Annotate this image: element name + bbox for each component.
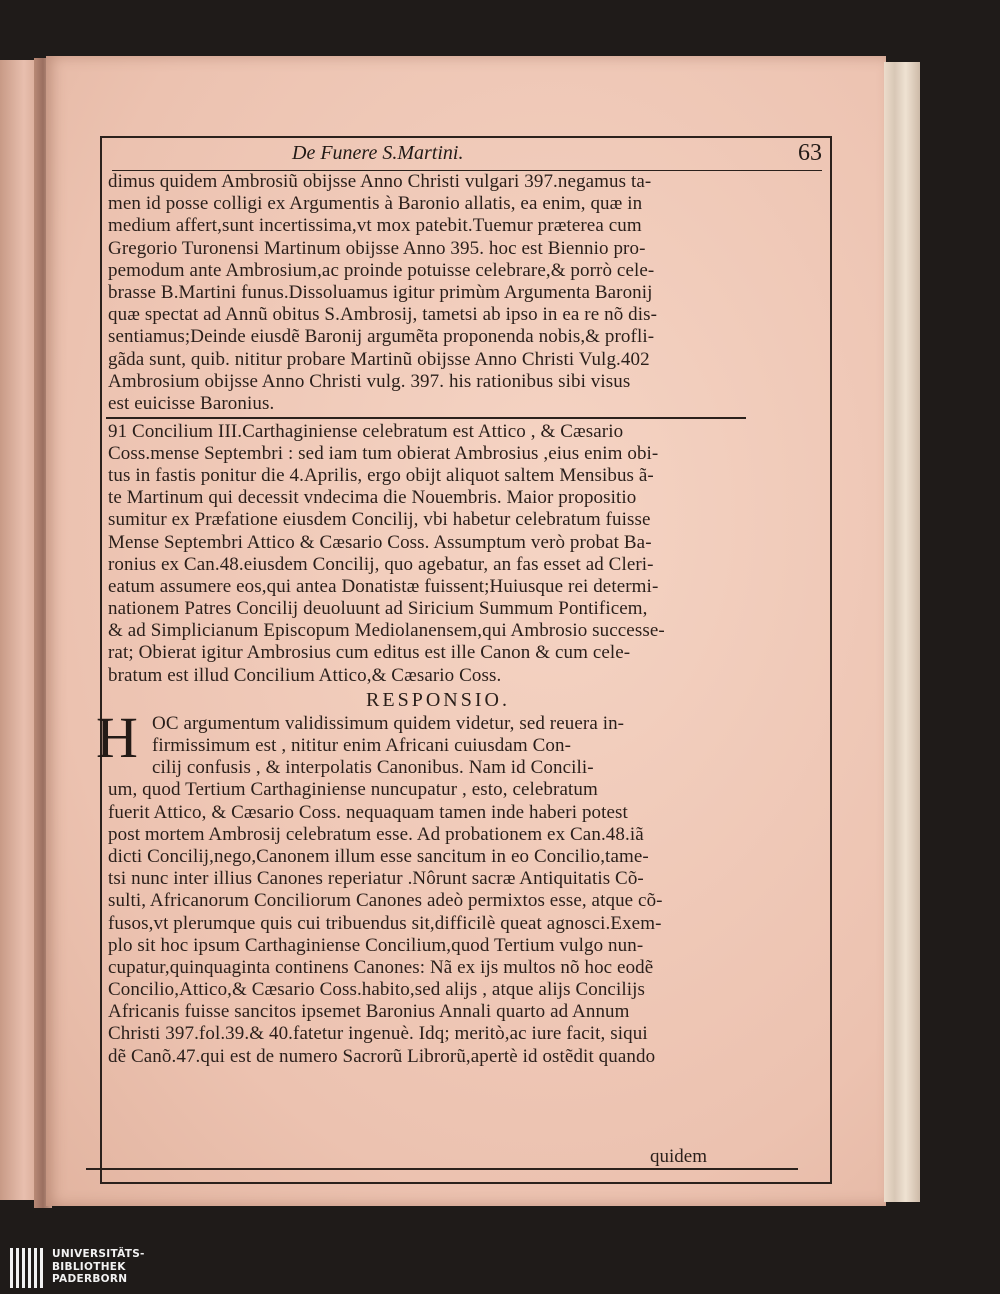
text-line: dicti Concilij,nego,Canonem illum esse sancitum in eo Concilio,tame- bbox=[108, 845, 649, 867]
bottom-rule bbox=[86, 1168, 798, 1170]
text-line: 91 Concilium III.Carthaginiense celebratum est Attico , & Cæsario bbox=[108, 420, 624, 442]
text-line: sentiamus;Deinde eiusdẽ Baronij argumẽta proponenda nobis,& profli- bbox=[108, 326, 655, 348]
paragraph-3 bbox=[96, 704, 728, 1068]
section-heading: RESPONSIO. bbox=[366, 688, 510, 711]
text-line: tus in fastis ponitur die 4.Aprilis, ergo obijt aliquot saltem Mensibus ã- bbox=[108, 464, 654, 486]
text-line: um, quod Tertium Carthaginiense nuncupatur , esto, celebratum bbox=[108, 779, 598, 801]
body-text bbox=[96, 171, 728, 1068]
text-line: gãda sunt, quib. nititur probare Martinũ obijsse Anno Christi Vulg.402 bbox=[108, 348, 650, 370]
text-line: bratum est illud Concilium Attico,& Cæsario Coss. bbox=[108, 664, 502, 686]
library-name-line: BIBLIOTHEK bbox=[52, 1260, 126, 1273]
library-name-line: PADERBORN bbox=[52, 1273, 128, 1285]
text-line: Africanis fuisse sancitos ipsemet Baronius Annali quarto ad Annum bbox=[108, 1001, 630, 1023]
text-line: Mense Septembri Attico & Cæsario Coss. Assumptum verò probat Ba- bbox=[108, 531, 652, 553]
text-line: te Martinum qui decessit vndecima die Nouembris. Maior propositio bbox=[108, 487, 637, 509]
page-stack-edge bbox=[884, 62, 920, 1202]
text-line: dimus quidem Ambrosiũ obijsse Anno Christi vulgari 397.negamus ta- bbox=[108, 171, 652, 192]
text-line: rat; Obierat igitur Ambrosius cum editus est ille Canon & cum cele- bbox=[108, 642, 631, 664]
running-title: De Funere S.Martini. bbox=[292, 142, 464, 164]
text-line: dẽ Canõ.47.qui est de numero Sacrorũ Librorũ,apertè id ostẽdit quando bbox=[108, 1045, 656, 1067]
section-divider bbox=[106, 417, 746, 419]
text-line: ronius ex Can.48.eiusdem Concilij, quo agebatur, an fas esset ad Cleri- bbox=[108, 553, 654, 575]
text-line: & ad Simplicianum Episcopum Mediolanensem,qui Ambrosio successe- bbox=[108, 620, 665, 642]
text-line: Concilio,Attico,& Cæsario Coss.habito,sed alijs , atque alijs Concilijs bbox=[108, 979, 645, 1001]
text-line: Coss.mense Septembri : sed iam tum obierat Ambrosius ,eius enim obi- bbox=[108, 442, 659, 464]
library-name-line: UNIVERSITÄTS- bbox=[52, 1248, 145, 1260]
library-name bbox=[52, 1248, 145, 1286]
text-line: men id posse colligi ex Argumentis à Baronio allatis, ea enim, quæ in bbox=[108, 193, 643, 215]
text-line: pemodum ante Ambrosium,ac proinde potuisse celebrare,& porrò cele- bbox=[108, 259, 655, 281]
paragraph-2 bbox=[108, 421, 728, 687]
text-line: Gregorio Turonensi Martinum obijsse Anno 395. hoc est Biennio pro- bbox=[108, 237, 646, 259]
page-number: 63 bbox=[798, 140, 822, 166]
library-logo-icon bbox=[10, 1248, 46, 1292]
text-line: Christi 397.fol.39.& 40.fatetur ingenuè. Idq; meritò,ac iure facit, siqui bbox=[108, 1023, 648, 1045]
text-line: fusos,vt plerumque quis cui tribuendus sit,difficilè queat agnosci.Exem- bbox=[108, 912, 662, 934]
text-line: cilij confusis , & interpolatis Canonibus. Nam id Concili- bbox=[152, 757, 594, 779]
text-line: medium affert,sunt incertissima,vt mox patebit.Tuemur præterea cum bbox=[108, 215, 642, 237]
text-line: brasse B.Martini funus.Dissoluamus igitur primùm Argumenta Baronij bbox=[108, 281, 653, 303]
text-line: eatum assumere eos,qui antea Donatistæ fuissent;Huiusque rei determi- bbox=[108, 575, 659, 597]
drop-cap: H bbox=[96, 704, 138, 770]
text-line: post mortem Ambrosij celebratum esse. Ad probationem ex Can.48.iã bbox=[108, 823, 644, 845]
text-line: est euicisse Baronius. bbox=[108, 392, 275, 414]
text-line: firmissimum est , nititur enim Africani cuiusdam Con- bbox=[152, 735, 572, 756]
text-line: tsi nunc inter illius Canones reperiatur .Nôrunt sacræ Antiquitatis Cõ- bbox=[108, 868, 644, 890]
text-line: sulti, Africanorum Conciliorum Canones adeò permixtos esse, atque cõ- bbox=[108, 890, 663, 912]
paragraph-1 bbox=[108, 171, 728, 415]
catchword: quidem bbox=[650, 1146, 707, 1167]
text-line: fuerit Attico, & Cæsario Coss. nequaquam tamen inde haberi potest bbox=[108, 801, 628, 823]
text-line: cupatur,quinquaginta continens Canones: Nã ex ijs multos nõ hoc eodẽ bbox=[108, 956, 654, 978]
text-line: nationem Patres Concilij deuoluunt ad Siricium Summum Pontificem, bbox=[108, 598, 648, 620]
library-logo bbox=[0, 1244, 200, 1294]
text-line: sumitur ex Præfatione eiusdem Concilij, vbi habetur celebratum fuisse bbox=[108, 509, 651, 531]
text-line: plo sit hoc ipsum Carthaginiense Concilium,quod Tertium vulgo nun- bbox=[108, 934, 644, 956]
text-line: quæ spectat ad Annũ obitus S.Ambrosij, tametsi ab ipso in ea re nõ dis- bbox=[108, 304, 658, 326]
page-header bbox=[112, 140, 822, 171]
text-line: Ambrosium obijsse Anno Christi vulg. 397. his rationibus sibi visus bbox=[108, 370, 631, 392]
text-line: OC argumentum validissimum quidem videtur, sed reuera in- bbox=[152, 712, 625, 734]
